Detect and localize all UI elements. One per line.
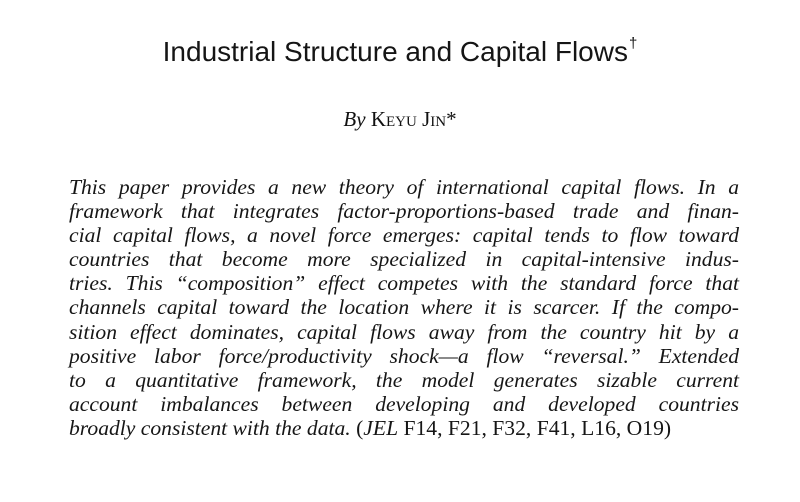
abstract-line: sition effect dominates, capital flows away from the country hit by a	[69, 319, 739, 344]
jel-label: JEL	[363, 415, 399, 440]
abstract-line: positive labor force/productivity shock—a flow “reversal.” Extended	[69, 343, 739, 368]
abstract-last-text: broadly consistent with the data.	[69, 415, 351, 440]
author-name: Keyu Jin	[370, 107, 447, 131]
abstract-last-line	[69, 416, 739, 440]
byline-by: By	[343, 107, 366, 131]
paper-title	[0, 26, 800, 70]
abstract-line: countries that become more specialized in capital-intensive indus-	[69, 247, 739, 272]
jel-codes: F14, F21, F32, F41, L16, O19)	[398, 415, 672, 440]
abstract-line: tries. This “composition” effect competes with the standard force that	[69, 271, 739, 296]
abstract-line: framework that integrates factor-proportions-based trade and finan-	[69, 199, 739, 224]
title-text: Industrial Structure and Capital Flows	[162, 36, 628, 67]
abstract-line: This paper provides a new theory of international capital flows. In a	[69, 175, 739, 199]
jel-open: (	[350, 415, 364, 440]
abstract-line: to a quantitative framework, the model generates sizable current	[69, 367, 739, 392]
title-footnote-mark: †	[628, 35, 638, 52]
author-byline	[0, 106, 800, 132]
abstract-line: channels capital toward the location where it is scarcer. If the compo-	[69, 295, 739, 320]
author-footnote-mark: *	[446, 107, 457, 131]
abstract	[69, 175, 739, 440]
abstract-line: cial capital flows, a novel force emerges: capital tends to flow toward	[69, 223, 739, 248]
abstract-line: account imbalances between developing and developed countries	[69, 391, 739, 416]
